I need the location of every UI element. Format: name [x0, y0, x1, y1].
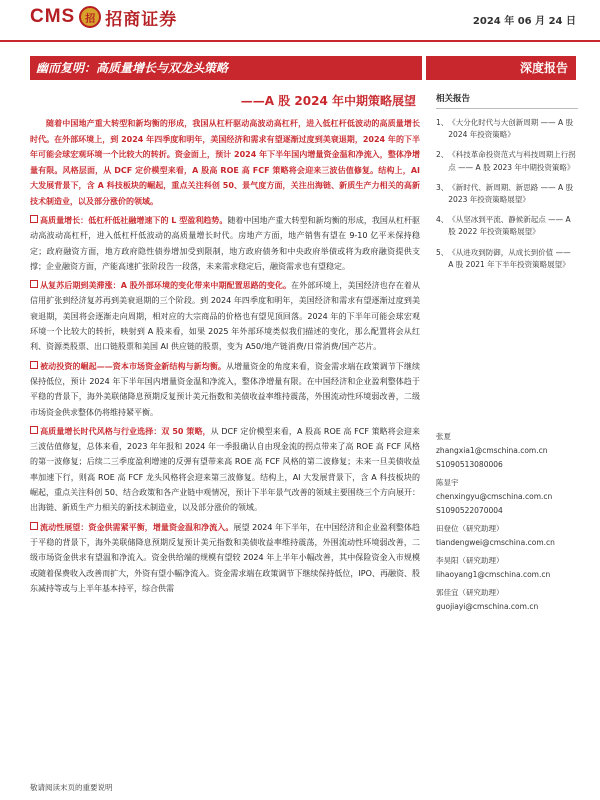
analyst-email[interactable]: zhangxia1@cmschina.com.cn — [436, 446, 548, 455]
bullet-body: 随着中国地产重大转型和新均衡的形成，我国从杠杆驱动高波动高杠杆，进入低杠杆低波动的高质量增长时代。房地产方面，地产销售有望在 9-10 亿平米保持稳定；政府融资方面，地方政府隐性债券增加受到限制，地方政府债务和中央政府举债或将为政府融资提供支撑；企业融资方面，产能高速扩张阶段告一段落，未来需求稳定后，融资需求也有望稳定。 — [30, 216, 420, 271]
analyst-email[interactable]: guojiayi@cmschina.com.cn — [436, 602, 539, 611]
analyst-email[interactable]: lihaoyang1@cmschina.com.cn — [436, 570, 551, 579]
bullet-body: 在外部环境上，美国经济也存在着从信用扩张到经济复苏再到美衰退期的三个阶段。到 2024 年四季度和明年，美国经济和需求有望逐渐过度到美衰退期，美国将会逐渐走向周期，相对应的大宗商品的价格也有望见顶回落。2024 年的下半年可能会球宏观环境一个比较大的转折，映射到 A 股来看，如果 2025 年外部环境类似我们描述的变化，那么配置将会从红利、资源类股票、出口链股票和美国 AI 供应链的股票，变为 A50/地产链消费/日常消费/国产芯片。 — [30, 281, 420, 352]
related-report-title: 《科技革命投资范式与科技周期上行拐点 —— A 股 2023 年中期投资策略》 — [448, 150, 576, 172]
square-bullet-icon — [30, 361, 38, 369]
bullet-paragraph — [30, 520, 420, 596]
analyst-entry — [436, 476, 578, 518]
bullet-heading: 从复苏后期到美滞涨：A 股外部环境的变化带来中期配置思路的变化。 — [40, 281, 292, 291]
related-report-number: 1、 — [436, 118, 449, 127]
related-reports-title: 相关报告 — [436, 92, 578, 109]
related-report-number: 4、 — [436, 215, 449, 225]
logo-text-en: CMS — [30, 6, 76, 27]
main-content — [30, 116, 420, 600]
related-report-title: 《大分化时代与大创新周期 —— A 股 2024 年投资策略》 — [448, 118, 574, 140]
analyst-entry — [436, 430, 578, 472]
logo-text-cn: 招商证券 — [105, 9, 178, 30]
page-footer-note: 敬请阅读末页的重要说明 — [30, 783, 113, 792]
related-report-number: 3、 — [436, 182, 449, 192]
bullet-heading: 高质量增长时代风格与行业选择：双 50 策略， — [40, 426, 211, 436]
square-bullet-icon — [30, 426, 38, 434]
bullet-paragraph — [30, 278, 420, 354]
analyst-entry — [436, 522, 578, 550]
related-reports-sidebar — [436, 92, 578, 279]
bullet-body: 展望 2024 年下半年，在中国经济和企业盈利整体趋于平稳的背景下，海外美联储降息预期反复预计美元指数和美债收益率维持震荡，外围流动性环境弱改善，二级市场资金供求有望温和净流入。资金供给端的规模有望较 2024 年上半年小幅改善，其中保险资金入市规模或随着保费收入改善而扩大，外资有望小幅净流入。资金需求端在政策调节下继续保持低位，IPO、再融资、股东减持等或与上半年基本持平，综合供需 — [30, 522, 420, 593]
page-header — [0, 0, 600, 44]
related-report-item[interactable] — [436, 117, 578, 141]
analyst-entry — [436, 554, 578, 582]
bullet-paragraph — [30, 424, 420, 516]
bullet-heading: 高质量增长：低杠杆低社融增速下的 L 型盈利趋势。 — [40, 216, 228, 225]
analyst-name: 陈显宇 — [436, 478, 459, 487]
bullet-heading: 流动性展望：资金供需紧平衡，增量资金温和净流入。 — [40, 522, 234, 532]
analyst-cert-number: S1090513080006 — [436, 460, 503, 469]
related-report-number: 5、 — [436, 247, 449, 257]
related-report-title: 《新时代、新周期、新思路 —— A 股 2023 年投资策略展望》 — [448, 182, 574, 205]
analyst-cert-number: S1090522070004 — [436, 506, 503, 515]
report-subtitle: ——A 股 2024 年中期策略展望 — [240, 94, 416, 108]
related-report-item[interactable] — [436, 247, 578, 271]
analyst-email[interactable]: tiandengwei@cmschina.com.cn — [436, 538, 555, 547]
logo-seal-icon: 招 — [79, 6, 101, 28]
related-report-number: 2、 — [436, 150, 449, 160]
report-type-badge: 深度报告 — [426, 56, 576, 80]
report-title: 幽而复明：高质量增长与双龙头策略 — [30, 56, 422, 80]
bullet-paragraph — [30, 213, 420, 274]
bullet-heading: 被动投资的崛起——资本市场资金新结构与新均衡。 — [40, 361, 226, 371]
bullet-body: 从 DCF 定价模型来看，A 股高 ROE 高 FCF 策略将会迎来三波估值修复，总体来看，2023 年年报和 2024 年一季报确认自由现金流的拐点带来了高 ROE 高 FCF 风格的第一波修复；后续二三季度盈利增速的反弹有望带来高 ROE 高 FCF 风格的第二波修复；未来一旦美债收益率加速下行，则高 ROE 高 FCF 龙头风格将会迎来第三波修复。结构上，AI 大发展背景下，含 A 科技板块的崛起，重点关注科创 50、结合政策和各产业链中观情况，预计下半年景气改善的领域主要围绕三个方向展开：出海链、新质生产力相关的新技术制造业，以及部分涨价的领域。 — [30, 426, 421, 513]
bullet-body: 从增量资金的角度来看，资金需求端在政策调节下继续保持低位，预计 2024 年下半年国内增量资金温和净流入，整体净增量有限。在中国经济和企业盈利整体趋于平稳的背景下，海外美联储降息预期反复预计美元指数和美债收益率维持震荡，外围流动性环境弱改善，二级市场资金供求整体仍将维持紧平衡。 — [30, 361, 420, 417]
header-divider — [0, 40, 600, 42]
related-report-title: 《从坚冰到平流、静候新起点 —— A 股 2022 年投资策略展望》 — [448, 215, 571, 237]
analyst-name: 郭佳宜（研究助理） — [436, 588, 504, 597]
related-report-title: 《从进攻到防御，从成长到价值 —— A 股 2021 年下半年投资策略展望》 — [448, 247, 571, 269]
square-bullet-icon — [30, 215, 38, 223]
analyst-contacts — [436, 430, 578, 618]
analyst-name: 田登位（研究助理） — [436, 524, 504, 533]
summary-paragraph: 随着中国地产重大转型和新均衡的形成，我国从杠杆驱动高波动高杠杆，进入低杠杆低波动的高质量增长时代。在外部环境上，到 2024 年四季度和明年，美国经济和需求有望逐渐过度到美衰退期，2024 年的下半年可能会球宏观环境一个比较大的转折。资金面上，预计 2024 年下半年国内增量资金温和净流入，整体净增量有限。风格层面，从 DCF 定价模型来看，A 股高 ROE 高 FCF 策略将会迎来三波估值修复。结构上，AI 大发展背景下，含 A 科技板块的崛起，重点关注科创 50、景气度方面，关注出海链、新质生产力相关的高新技术制造业，以及部分涨价的领域。 — [30, 119, 420, 206]
square-bullet-icon — [30, 522, 38, 530]
analyst-email[interactable]: chenxingyu@cmschina.com.cn — [436, 492, 553, 501]
report-date: 2024 年 06 月 24 日 — [472, 16, 576, 27]
analyst-name: 张夏 — [436, 432, 451, 441]
bullet-paragraph — [30, 359, 420, 420]
analyst-name: 李昊阳（研究助理） — [436, 556, 504, 565]
company-logo — [30, 2, 177, 32]
related-report-item[interactable] — [436, 149, 578, 173]
related-report-item[interactable] — [436, 214, 578, 238]
analyst-entry — [436, 586, 578, 614]
square-bullet-icon — [30, 280, 38, 288]
related-report-item[interactable] — [436, 182, 578, 206]
